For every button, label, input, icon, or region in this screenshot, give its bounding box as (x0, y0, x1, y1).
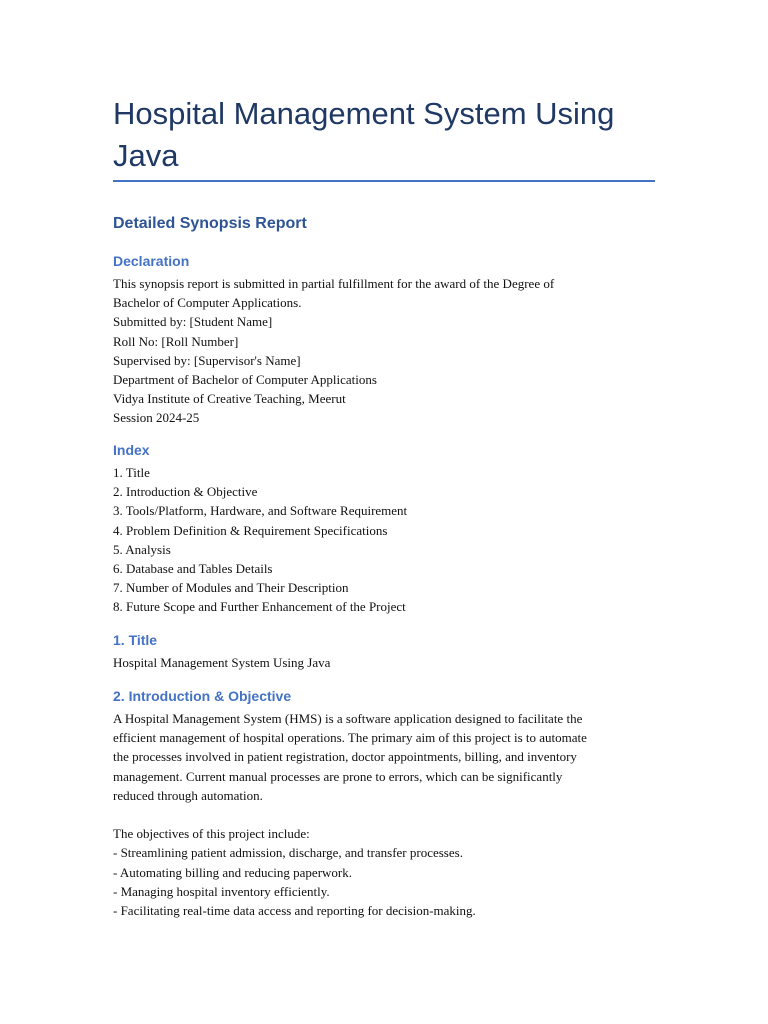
intro-paragraph-line: the processes involved in patient registration, doctor appointments, billing, and inventory (113, 749, 577, 765)
section-title-heading: 1. Title (113, 632, 158, 648)
index-item: 3. Tools/Platform, Hardware, and Software Requirement (113, 503, 408, 519)
index-item: 8. Future Scope and Further Enhancement of the Project (113, 599, 406, 615)
section-title-text: Hospital Management System Using Java (113, 655, 331, 670)
objective-item: - Managing hospital inventory efficiently. (113, 883, 330, 899)
declaration-line: This synopsis report is submitted in partial fulfillment for the award of the Degree of (113, 276, 555, 291)
declaration-body (113, 274, 655, 428)
title-divider (113, 180, 655, 182)
section-intro-heading: 2. Introduction & Objective (113, 688, 292, 704)
intro-paragraph-line: A Hospital Management System (HMS) is a software application designed to facilitate the (113, 711, 583, 726)
document-title (113, 93, 655, 177)
objectives-intro: The objectives of this project include: (113, 826, 310, 842)
declaration-line: Session 2024-25 (113, 410, 200, 426)
objective-item: - Facilitating real-time data access and reporting for decision-making. (113, 902, 476, 918)
declaration-line: Submitted by: [Student Name] (113, 314, 273, 330)
intro-paragraph-line: management. Current manual processes are prone to errors, which can be significantly (113, 768, 563, 784)
index-item: 1. Title (113, 465, 150, 480)
declaration-line: Department of Bachelor of Computer Applications (113, 371, 377, 387)
document-title-line: Java (113, 138, 179, 173)
document-title-line: Hospital Management System Using (113, 96, 615, 131)
declaration-line: Supervised by: [Supervisor's Name] (113, 352, 301, 368)
document-subtitle: Detailed Synopsis Report (113, 215, 307, 232)
declaration-heading: Declaration (113, 253, 190, 269)
index-item: 5. Analysis (113, 541, 171, 557)
index-item: 6. Database and Tables Details (113, 560, 273, 576)
declaration-line: Roll No: [Roll Number] (113, 333, 239, 349)
declaration-line: Vidya Institute of Creative Teaching, Meerut (113, 391, 346, 407)
index-item: 2. Introduction & Objective (113, 484, 258, 500)
intro-paragraph-line: reduced through automation. (113, 787, 263, 803)
declaration-line: Bachelor of Computer Applications. (113, 295, 302, 311)
index-heading: Index (113, 442, 150, 458)
paragraph-gap (113, 805, 655, 824)
index-list (113, 463, 655, 617)
objective-item: - Automating billing and reducing paperwork. (113, 864, 353, 880)
index-item: 7. Number of Modules and Their Description (113, 580, 349, 596)
section-intro-body (113, 709, 655, 920)
intro-paragraph-line: efficient management of hospital operations. The primary aim of this project is to automate (113, 730, 587, 746)
section-title-body (113, 653, 655, 672)
index-item: 4. Problem Definition & Requirement Specifications (113, 522, 388, 538)
objective-item: - Streamlining patient admission, discharge, and transfer processes. (113, 845, 463, 861)
